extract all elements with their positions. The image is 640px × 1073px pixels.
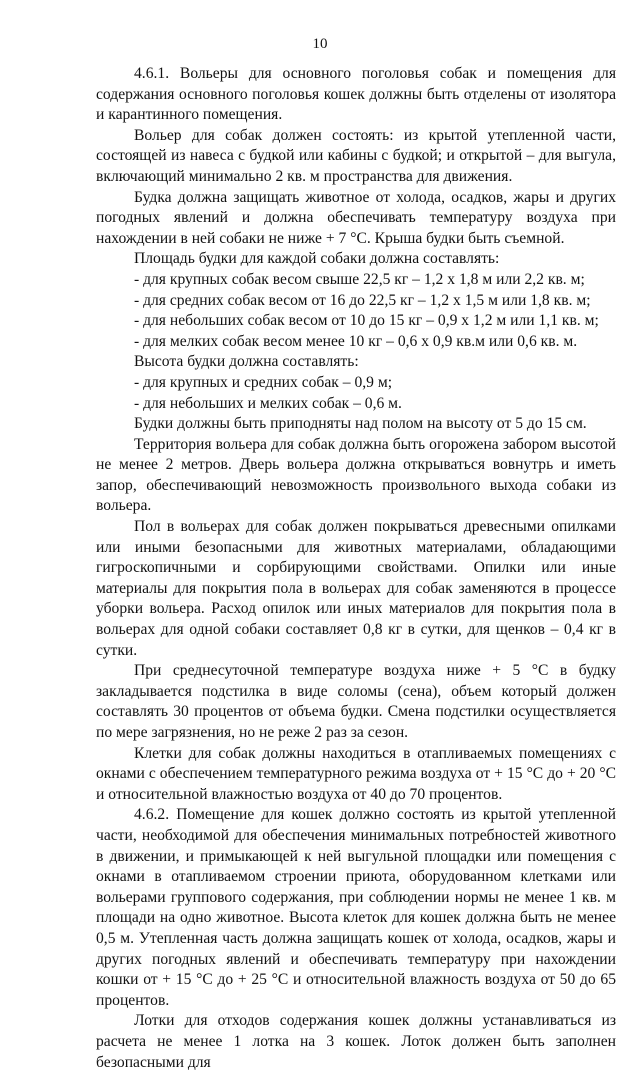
paragraph-kennel-protection: Будка должна защищать животное от холода, осадков, жары и других погодных явлений и должна обеспечивать температуру воздуха при нахождении в ней собаки не ниже + 7 °С. Крыша будки быть съемной. [96,188,616,247]
document-body [96,64,616,1073]
paragraph-enclosure-structure: Вольер для собак должен состоять: из крытой утепленной части, состоящей из навеса с будкой или кабины с будкой; и открытой – для выгула, включающий минимально 2 кв. м пространства для движения. [96,126,616,185]
list-item-height-small: - для небольших и мелких собак – 0,6 м. [134,394,402,412]
paragraph-bedding: При среднесуточной температуре воздуха ниже + 5 °С в будку закладывается подстилка в виде соломы (сена), объем который должен составлять 30 процентов от объема будки. Смена подстилки осуществляется по мере загрязнения, но не реже 2 раз за сезон. [96,662,616,741]
list-item-large-dogs: - для крупных собак весом свыше 22,5 кг – 1,2 х 1,8 м или 2,2 кв. м; [134,270,585,288]
list-item-tiny-dogs: - для мелких собак весом менее 10 кг – 0,6 х 0,9 кв.м или 0,6 кв. м. [134,332,578,350]
paragraph-4-6-1: 4.6.1. Вольеры для основного поголовья собак и помещения для содержания основного поголовья кошек должны быть отделены от изолятора и карантинного помещения. [96,65,616,124]
list-item-height-large: - для крупных и средних собак – 0,9 м; [134,373,393,391]
paragraph-kennel-raised: Будки должны быть приподняты над полом на высоту от 5 до 15 см. [134,415,587,433]
paragraph-floor-covering: Пол в вольерах для собак должен покрываться древесными опилками или иными безопасными для животных материалами, обладающими гигроскопичными и сорбирующими свойствами. Опилки или иные материалы для покрытия пола в вольерах для собак заменяются в процессе уборки вольера. Расход опилок или иных материалов для покрытия пола в вольерах для одной собаки составляет 0,8 кг в сутки, для щенков – 0,4 кг в сутки. [96,518,616,659]
page-number: 10 [312,36,328,52]
paragraph-kennel-height-intro: Высота будки должна составлять: [134,353,359,371]
paragraph-enclosure-fence: Территория вольера для собак должна быть огорожена забором высотой не менее 2 метров. Дверь вольера должна открываться вовнутрь и иметь запор, обеспечивающий невозможность произвольного выхода собаки из вольера. [96,435,616,515]
list-item-medium-dogs: - для средних собак весом от 16 до 22,5 кг – 1,2 х 1,5 м или 1,8 кв. м; [134,291,591,309]
paragraph-dog-cages: Клетки для собак должны находиться в отапливаемых помещениях с окнами с обеспечением температурного режима воздуха от + 15 °С до + 20 °С и относительной влажностью воздуха от 40 до 70 процентов. [96,744,616,803]
paragraph-4-6-2: 4.6.2. Помещение для кошек должно состоять из крытой утепленной части, необходимой для обеспечения минимальных потребностей животного в движении, и примыкающей к ней выгульной площадки или помещения с окнами в отапливаемом строении приюта, оборудованном клетками или вольерами группового содержания, при соблюдении нормы не менее 1 кв. м площади на одно животное. Высота клеток для кошек должна быть не менее 0,5 м. Утепленная часть должна защищать кошек от холода, осадков, жары и других погодных явлений и обеспечивать температуру при нахождении кошки от + 15 °С до + 25 °С и относительной влажность воздуха от 50 до 65 процентов. [96,806,616,1009]
list-item-small-dogs: - для небольших собак весом от 10 до 15 кг – 0,9 х 1,2 м или 1,1 кв. м; [134,312,599,330]
paragraph-kennel-area-intro: Площадь будки для каждой собаки должна составлять: [134,250,500,268]
paragraph-litter-trays: Лотки для отходов содержания кошек должны устанавливаться из расчета не менее 1 лотка на 3 кошек. Лоток должен быть заполнен безопасными для [96,1012,616,1071]
